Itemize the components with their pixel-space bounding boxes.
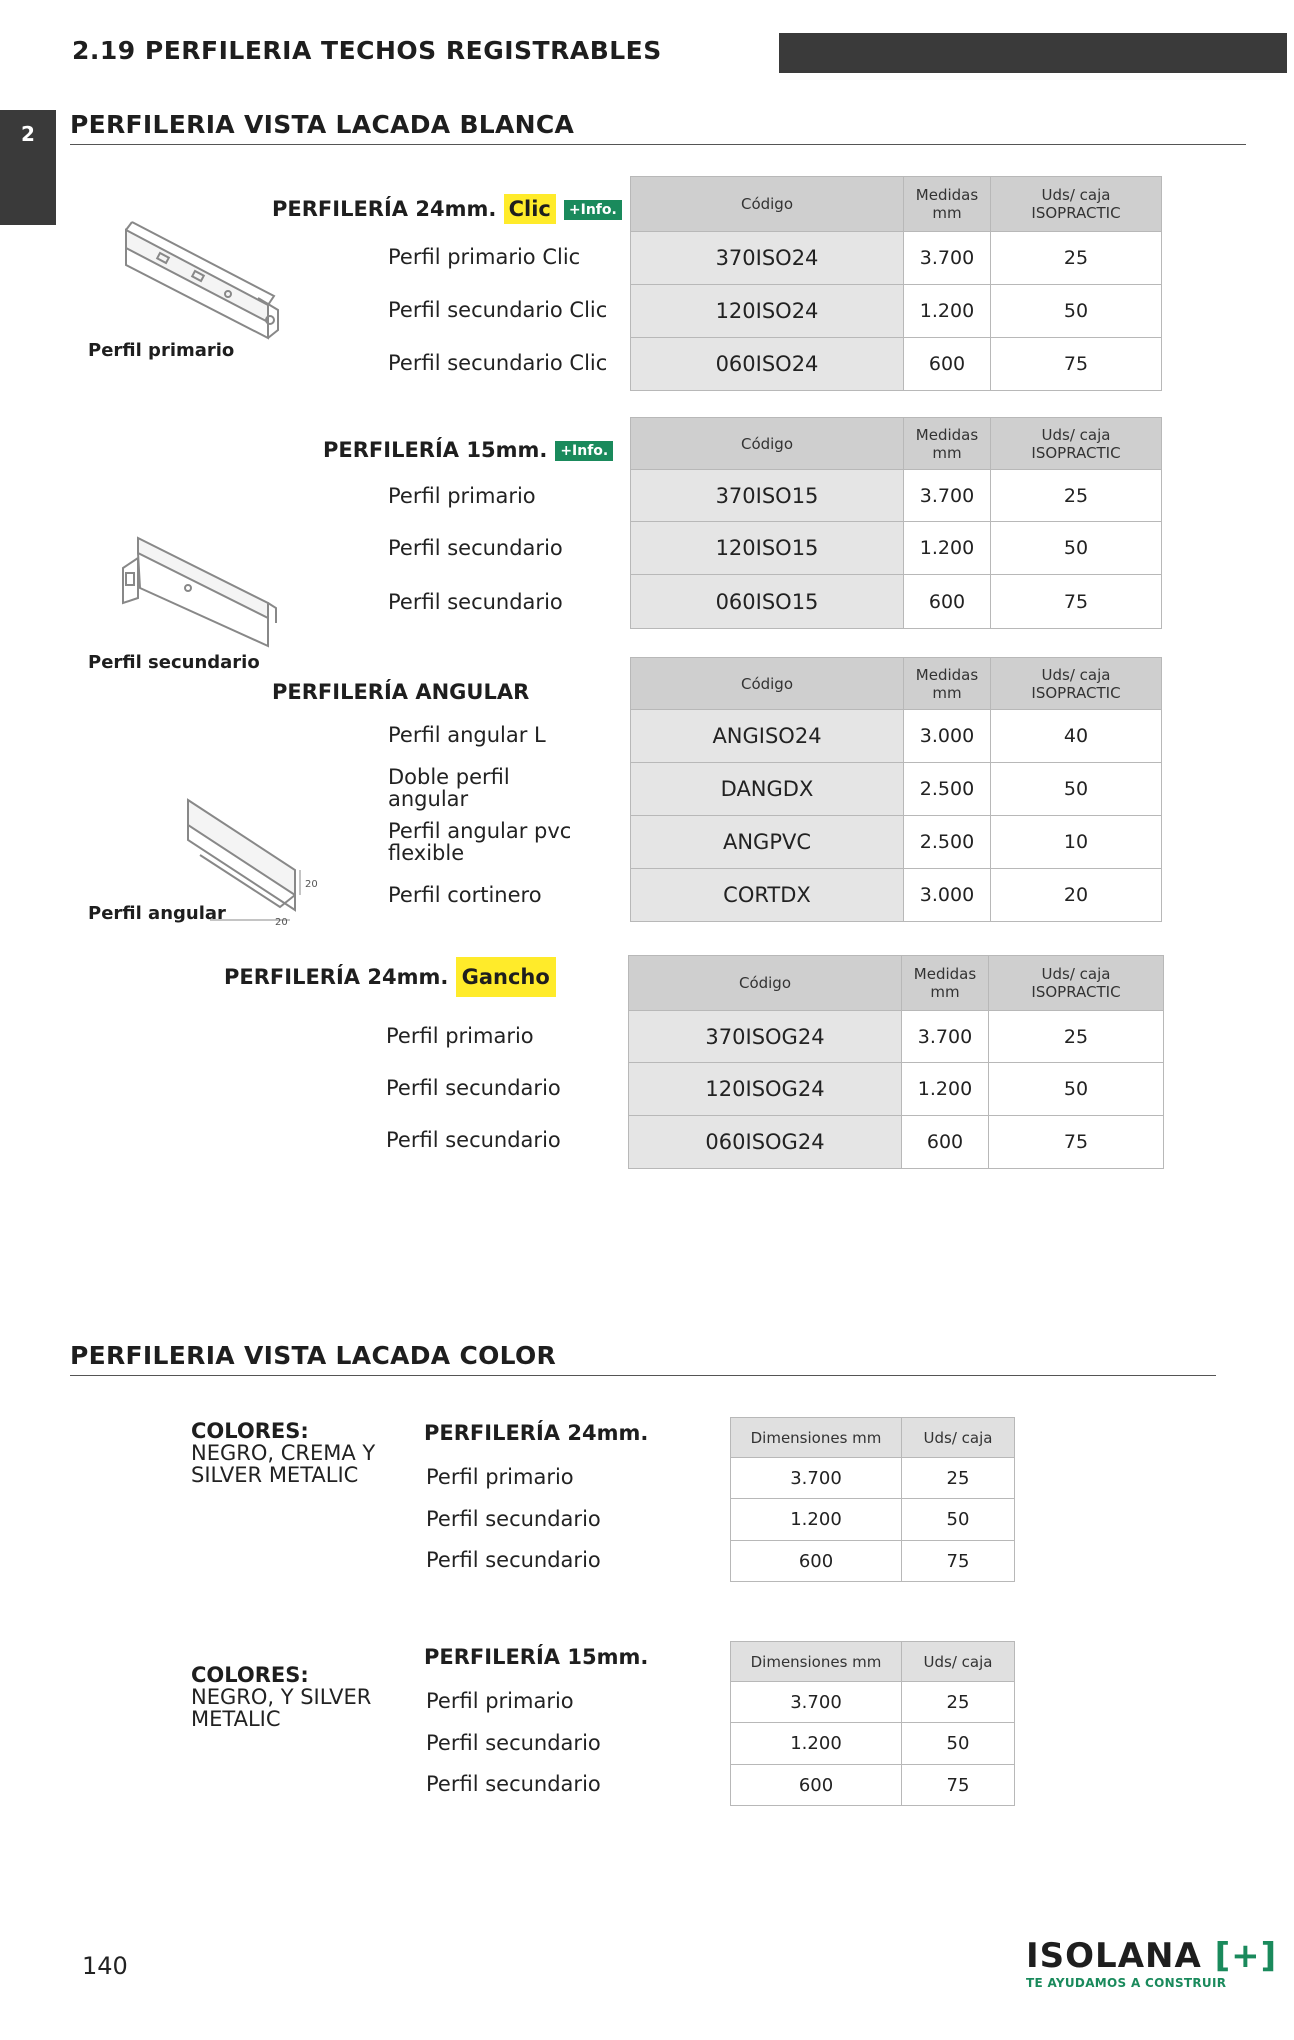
- section-divider: [70, 1375, 1216, 1376]
- row-label: Perfil secundario Clic: [388, 298, 608, 322]
- row-label: Perfil angular L: [388, 723, 546, 747]
- group-title-15mm: [323, 438, 613, 462]
- perfil-secundario-illustration: [118, 528, 278, 648]
- cell-dim: 1.200: [731, 1723, 902, 1765]
- cell-dim: 3.700: [731, 1682, 902, 1723]
- cell-uds: 50: [902, 1723, 1015, 1765]
- col-header-uds: Uds/ caja ISOPRACTIC: [989, 956, 1164, 1011]
- dim-label-20b: 20: [275, 917, 288, 928]
- cell-uds: 75: [991, 575, 1162, 629]
- header-bar: [779, 33, 1287, 73]
- color-group-title: PERFILERÍA 15mm.: [424, 1645, 649, 1669]
- cell-medida: 2.500: [904, 816, 991, 869]
- chapter-tab: 2: [0, 110, 56, 225]
- table-24mm-clic: [630, 176, 1162, 391]
- cell-uds: 25: [902, 1458, 1015, 1499]
- row-label: Perfil secundario: [388, 536, 563, 560]
- cell-uds: 75: [991, 338, 1162, 391]
- highlight-clic: Clic: [504, 194, 556, 224]
- cell-uds: 40: [991, 710, 1162, 763]
- cell-uds: 25: [902, 1682, 1015, 1723]
- cell-code: CORTDX: [631, 869, 904, 922]
- cell-uds: 50: [902, 1499, 1015, 1541]
- cell-medida: 3.000: [904, 710, 991, 763]
- page-title: 2.19 PERFILERIA TECHOS REGISTRABLES: [72, 36, 662, 65]
- cell-dim: 1.200: [731, 1499, 902, 1541]
- logo-plus-icon: [+]: [1214, 1936, 1278, 1976]
- page-number: 140: [82, 1952, 128, 1980]
- cell-medida: 3.000: [904, 869, 991, 922]
- col-header-uds: Uds/ caja ISOPRACTIC: [991, 658, 1162, 710]
- section-title-color: PERFILERIA VISTA LACADA COLOR: [70, 1341, 557, 1370]
- cell-code: ANGISO24: [631, 710, 904, 763]
- colores-title: COLORES:: [191, 1663, 309, 1687]
- colores-title: COLORES:: [191, 1419, 309, 1443]
- cell-uds: 75: [989, 1116, 1164, 1169]
- isolana-logo: [1026, 1936, 1277, 1990]
- cell-uds: 25: [989, 1011, 1164, 1063]
- col-header-medidas: Medidas mm: [902, 956, 989, 1011]
- colores-block-1: [191, 1420, 375, 1486]
- caption-perfil-primario: Perfil primario: [88, 340, 235, 361]
- col-header-uds: Uds/ caja: [902, 1418, 1015, 1458]
- cell-code: ANGPVC: [631, 816, 904, 869]
- col-header-uds: Uds/ caja ISOPRACTIC: [991, 177, 1162, 232]
- dim-label-20a: 20: [305, 879, 318, 890]
- row-label: Perfil angular pvc flexible: [388, 819, 572, 865]
- cell-medida: 3.700: [902, 1011, 989, 1063]
- cell-code: 120ISO15: [631, 522, 904, 575]
- col-header-medidas: Medidas mm: [904, 177, 991, 232]
- row-label: Perfil secundario Clic: [388, 351, 608, 375]
- caption-perfil-angular: Perfil angular: [88, 903, 226, 924]
- group-title-24mm-gancho: [224, 965, 556, 989]
- cell-code: 060ISO24: [631, 338, 904, 391]
- group-title-text: PERFILERÍA 24mm.: [272, 197, 504, 221]
- colores-text: SILVER METALIC: [191, 1463, 359, 1487]
- cell-medida: 2.500: [904, 763, 991, 816]
- cell-uds: 75: [902, 1765, 1015, 1806]
- cell-uds: 50: [991, 285, 1162, 338]
- cell-code: 120ISO24: [631, 285, 904, 338]
- cell-code: 060ISOG24: [629, 1116, 902, 1169]
- col-header-medidas: Medidas mm: [904, 418, 991, 470]
- colores-block-2: [191, 1664, 371, 1730]
- cell-medida: 3.700: [904, 470, 991, 522]
- highlight-gancho: Gancho: [456, 957, 556, 997]
- cell-medida: 3.700: [904, 232, 991, 285]
- row-label: Perfil secundario: [388, 590, 563, 614]
- color-group-title: PERFILERÍA 24mm.: [424, 1421, 649, 1445]
- info-link-clic[interactable]: +Info.: [564, 200, 622, 220]
- row-label: Perfil primario: [386, 1024, 534, 1048]
- cell-uds: 20: [991, 869, 1162, 922]
- col-header-uds: Uds/ caja ISOPRACTIC: [991, 418, 1162, 470]
- col-header-dimensiones: Dimensiones mm: [731, 1642, 902, 1682]
- cell-medida: 1.200: [902, 1063, 989, 1116]
- cell-medida: 1.200: [904, 522, 991, 575]
- table-24mm-gancho: [628, 955, 1164, 1169]
- colores-text: NEGRO, CREMA Y: [191, 1441, 376, 1465]
- cell-dim: 600: [731, 1765, 902, 1806]
- cell-dim: 600: [731, 1541, 902, 1582]
- cell-uds: 50: [991, 522, 1162, 575]
- row-label: Perfil secundario: [386, 1076, 561, 1100]
- colores-text: METALIC: [191, 1707, 281, 1731]
- cell-code: 060ISO15: [631, 575, 904, 629]
- cell-code: 120ISOG24: [629, 1063, 902, 1116]
- cell-medida: 1.200: [904, 285, 991, 338]
- cell-uds: 75: [902, 1541, 1015, 1582]
- group-title-text: PERFILERÍA 15mm.: [323, 438, 548, 462]
- cell-medida: 600: [902, 1116, 989, 1169]
- table-color-15mm: [730, 1641, 1015, 1806]
- row-label: Doble perfil angular: [388, 765, 510, 811]
- table-color-24mm: [730, 1417, 1015, 1582]
- col-header-codigo: Código: [631, 177, 904, 232]
- group-title-24mm-clic: [272, 197, 622, 221]
- row-label: Perfil cortinero: [388, 883, 542, 907]
- row-label: Perfil primario: [388, 484, 536, 508]
- cell-dim: 3.700: [731, 1458, 902, 1499]
- col-header-medidas: Medidas mm: [904, 658, 991, 710]
- row-label: Perfil secundario: [426, 1548, 601, 1572]
- cell-code: 370ISO24: [631, 232, 904, 285]
- col-header-codigo: Código: [629, 956, 902, 1011]
- logo-text: ISOLANA: [1026, 1936, 1202, 1976]
- cell-medida: 600: [904, 575, 991, 629]
- cell-uds: 50: [991, 763, 1162, 816]
- table-15mm: [630, 417, 1162, 629]
- row-label: Perfil secundario: [426, 1772, 601, 1796]
- cell-uds: 25: [991, 470, 1162, 522]
- row-label: Perfil secundario: [426, 1731, 601, 1755]
- table-angular: [630, 657, 1162, 922]
- colores-text: NEGRO, Y SILVER: [191, 1685, 372, 1709]
- group-title-angular: PERFILERÍA ANGULAR: [272, 680, 530, 704]
- col-header-codigo: Código: [631, 658, 904, 710]
- col-header-uds: Uds/ caja: [902, 1642, 1015, 1682]
- cell-uds: 25: [991, 232, 1162, 285]
- cell-code: 370ISOG24: [629, 1011, 902, 1063]
- row-label: Perfil primario: [426, 1689, 574, 1713]
- cell-medida: 600: [904, 338, 991, 391]
- cell-code: DANGDX: [631, 763, 904, 816]
- perfil-primario-illustration: [118, 210, 283, 345]
- group-title-text: PERFILERÍA 24mm.: [224, 965, 456, 989]
- section-title-blanca: PERFILERIA VISTA LACADA BLANCA: [70, 110, 575, 139]
- info-link-15mm[interactable]: +Info.: [555, 441, 613, 461]
- cell-uds: 50: [989, 1063, 1164, 1116]
- row-label: Perfil primario: [426, 1465, 574, 1489]
- caption-perfil-secundario: Perfil secundario: [88, 652, 260, 673]
- row-label: Perfil secundario: [426, 1507, 601, 1531]
- col-header-dimensiones: Dimensiones mm: [731, 1418, 902, 1458]
- cell-code: 370ISO15: [631, 470, 904, 522]
- row-label: Perfil secundario: [386, 1128, 561, 1152]
- row-label: Perfil primario Clic: [388, 245, 581, 269]
- col-header-codigo: Código: [631, 418, 904, 470]
- cell-uds: 10: [991, 816, 1162, 869]
- section-divider: [70, 144, 1246, 145]
- logo-tagline: TE AYUDAMOS A CONSTRUIR: [1026, 1976, 1227, 1990]
